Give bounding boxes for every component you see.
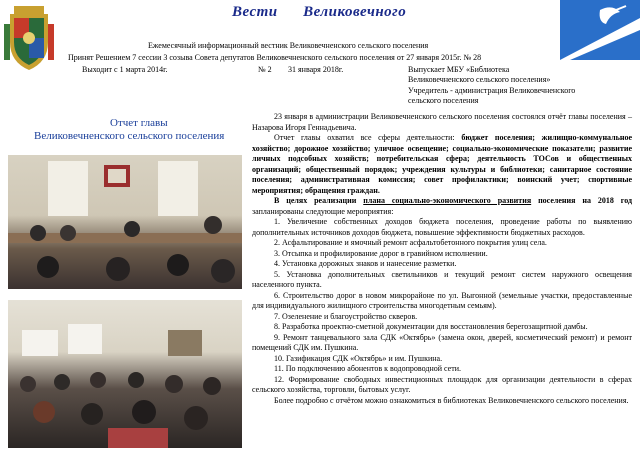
section-title-line-1: Отчет главы (110, 117, 168, 129)
plan-item: 10. Газификация СДК «Октябрь» и им. Пушкина. (274, 353, 443, 363)
coat-of-arms-icon (4, 4, 54, 74)
subtitle-line-1: Ежемесячный информационный вестник Великовечненского сельского поселения (148, 41, 429, 50)
publisher-line-2: Великовечненского сельского поселения» (408, 75, 551, 84)
article-scope-lead: Отчет главы охватил все сферы деятельности: (274, 133, 455, 142)
plan-item: 3. Отсыпка и профилирование дорог в гравийном исполнении. (274, 248, 488, 258)
article-body (252, 112, 632, 406)
plan-intro-b: поселения на 2018 год (538, 196, 633, 205)
plan-item: 6. Строительство дорог в новом микрорайоне по ул. Выгонной (земельные участки, предоставленные для индивидуального жилищного строительства многодетным семьям). (252, 290, 632, 310)
plan-intro-link: плана социально-экономического развития (363, 196, 532, 205)
plan-item: 11. По подключению абонентов к водопроводной сети. (274, 364, 461, 373)
issue-date: 31 января 2018г. (288, 65, 344, 74)
plan-item: 7. Озеленение и благоустройство скверов. (274, 311, 418, 321)
heron-flag-icon (560, 0, 640, 60)
article-plan-intro (252, 196, 632, 217)
subtitle-line-2: Принят Решением 7 сессии 3 созыва Совета депутатов Великовечненского сельского поселения от 27 января 2015г. № 28 (68, 53, 482, 62)
founder-line-2: сельского поселения (408, 96, 479, 105)
plan-item: 8. Разработка проектно-сметной документации для восстановления берегозащитной дамбы. (274, 322, 588, 331)
plan-item: 4. Установка дорожных знаков и нанесение разметки. (274, 259, 457, 268)
plan-item: 1. Увеличение собственных доходов бюджета поселения, проведение работы по выявлению дополнительных источников доходов бюджета, повышение эффективности бюджетных расходов. (252, 217, 632, 237)
meeting-photo-2 (8, 300, 242, 448)
plan-intro-a: В целях реализации (274, 196, 357, 205)
article-scope (252, 133, 632, 196)
plan-intro-c: запланированы следующие мероприятия: (252, 206, 394, 216)
issued-from: Выходит с 1 марта 2014г. (82, 65, 168, 74)
section-title-line-2: Великовечненского сельского поселения (34, 130, 225, 142)
founder: Учредитель - администрация Великовечненского (408, 86, 576, 95)
plan-item: 5. Установка дополнительных светильников и текущий ремонт систем наружного освещения населенного пункта. (252, 269, 632, 289)
plan-item: 9. Ремонт танцевального зала СДК «Октябрь» (замена окон, дверей, косметический ремонт) и ремонт помещений СДК им. Пушкина. (252, 332, 632, 352)
publisher: Выпускает МБУ «Библиотека (408, 65, 510, 74)
issue-number: № 2 (258, 65, 272, 74)
newsletter-title: Вести Великовечного (232, 4, 407, 20)
article-scope-list: бюджет поселения; жилищно-коммунальное хозяйство; дорожное хозяйство; уличное освещение; социально-экономические показатели; развитие личных подсобных хозяйств; потребительская сфера; деятельность ТОСов и общественных организаций; общественный порядок; учреждения культуры и библиотеки; санитарное состояние поселения; административная комиссия; совет профилактики; воинский учет; спортивные мероприятия; обращения граждан. (252, 133, 632, 195)
plan-item: 12. Формирование свободных инвестиционных площадок для организации деятельности в сферах сельского хозяйства, торговли, бытовых услуг. (252, 374, 632, 394)
meeting-photo-1 (8, 155, 242, 289)
plan-item: 2. Асфальтирование и ямочный ремонт асфальтобетонного покрытия улиц села. (274, 238, 547, 247)
meeting-photo-1-drawing (8, 155, 242, 289)
meeting-photo-2-drawing (8, 300, 242, 448)
article-intro: 23 января в администрации Великовечненского сельского поселения состоялся отчёт главы поселения – Назарова Игоря Геннадьевича. (252, 112, 632, 132)
article-closing: Более подробно с отчётом можно ознакомиться в библиотеках Великовечненского сельского поселения. (274, 395, 629, 405)
